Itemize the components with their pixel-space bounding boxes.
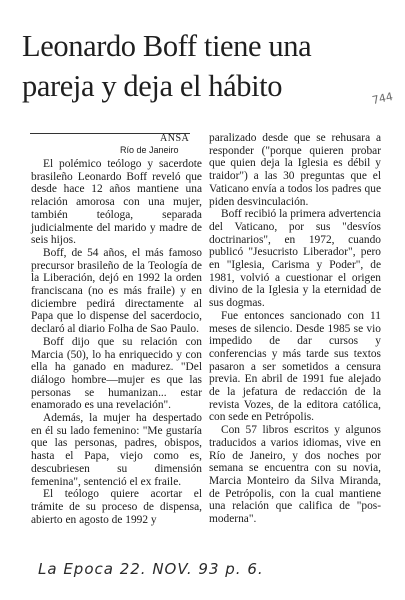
paragraph: El teólogo quiere acortar el trámite de su proceso de dispensa, abierto en agosto de 1992 y xyxy=(31,488,202,526)
paragraph: Además, la mujer ha despertado en él su lado femenino: "Me gustaría que las personas, padres, obispos, hasta el Papa, viejo como es, descubriesen su dimensión femenina", sentenció el ex fraile. xyxy=(31,412,202,488)
paragraph: paralizado desde que se rehusara a responder ("porque quieren probar que quien deja la Iglesia es débil y traidor") a las 30 preguntas que el Vaticano envía a todos los padres que piden desvinculación. xyxy=(209,132,381,208)
paragraph: Fue entonces sancionado con 11 meses de silencio. Desde 1985 se vio impedido de dar cursos y conferencias y más tarde sus textos pasaron a ser sometidos a censura previa. En abril de 1991 fue alejado de la jefatura de redacción de la revista Vozes, de la editora católica, con sede en Petrópolis. xyxy=(209,309,381,424)
article-column-right xyxy=(209,132,381,526)
paragraph: Con 57 libros escritos y algunos traducidos a varios idiomas, vive en Río de Janeiro, y dos noches por semana se encuentra con su novia, Marcia Monteiro da Silva Miranda, de Petrópolis, con la cual mantiene una relación que califica de "pos-moderna". xyxy=(209,424,381,526)
article-headline xyxy=(22,26,362,106)
paragraph: Boff, de 54 años, el más famoso precursor brasileño de la Teología de la Liberación, dejó en 1992 la orden franciscana (no es más fraile) y en diciembre pedirá directamente al Papa que lo dispense del sacerdocio, declaró al diario Folha de Sao Paulo. xyxy=(31,246,202,336)
handwritten-source-note: La Epoca 22. NOV. 93 p. 6. xyxy=(38,560,264,578)
headline-line-2: pareja y deja el hábito xyxy=(22,69,283,103)
paragraph: El polémico teólogo y sacerdote brasileño Leonardo Boff reveló que desde hace 12 años mantiene una relación amorosa con una mujer, también teóloga, separada judicialmente del marido y madre de seis hijos. xyxy=(31,158,202,247)
paragraph: Boff dijo que su relación con Marcia (50), lo ha enriquecido y con ella ha ganado en madurez. "Del diálogo hombre—mujer es que las personas se humanizan... estar enamorado es una revelación". xyxy=(31,335,202,412)
handwritten-margin-number: 744 xyxy=(370,89,395,108)
paragraph: Boff recibió la primera advertencia del Vaticano, por sus "desvíos doctrinarios", en 1972, cuando publicó "Jesucristo Liberador", pero en "Iglesia, Carisma y Poder", de 1981, volvió a cuestionar el origen divino de la Iglesia y la eternidad de sus dogmas. xyxy=(209,208,381,310)
article-column-left xyxy=(31,158,202,526)
news-agency: ANSA xyxy=(160,133,190,144)
headline-line-1: Leonardo Boff tiene una xyxy=(22,29,312,63)
dateline: Río de Janeiro xyxy=(120,145,179,155)
